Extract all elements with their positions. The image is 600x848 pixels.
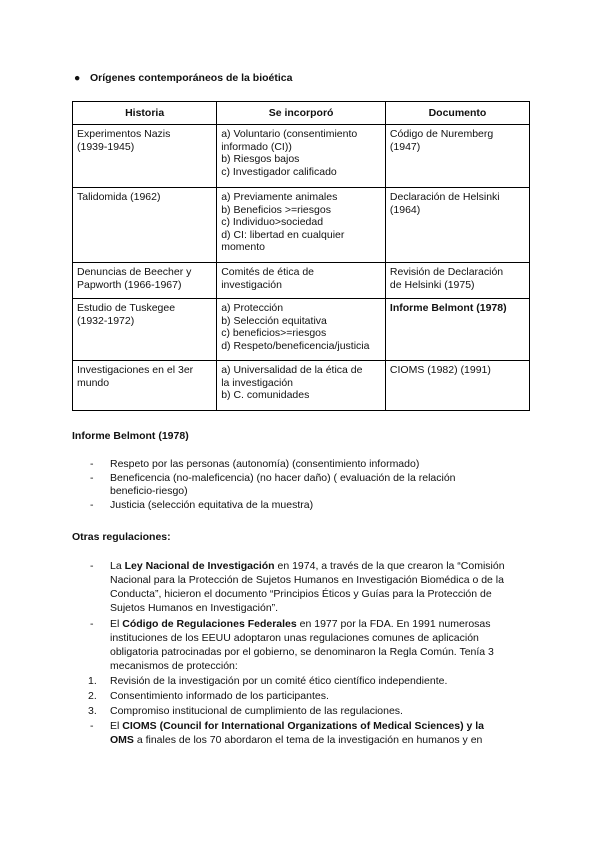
table-row (73, 299, 530, 361)
header-documento: Documento (385, 102, 529, 125)
list-marker: - (90, 618, 94, 630)
table-row (73, 361, 530, 411)
cell-line: d) Respeto/beneficencia/justicia (221, 339, 370, 352)
cell-line: (1939-1945) (77, 140, 135, 153)
text-run-bold: OMS (110, 734, 134, 746)
numbered-item (72, 674, 532, 688)
list-marker: - (90, 560, 94, 572)
text-run: La (110, 560, 125, 572)
cell-line: Experimentos Nazis (77, 128, 171, 140)
cell-line: a) Protección (221, 302, 284, 314)
list-item-text: Conducta”, hicieron el documento “Principios Éticos y Guías para la Protección de (110, 588, 492, 600)
cell-incorporo (217, 125, 386, 188)
cell-incorporo (217, 188, 386, 263)
cell-historia (73, 188, 217, 263)
cell-historia (73, 299, 217, 361)
list-item (72, 617, 532, 673)
section-heading-text: Orígenes contemporáneos de la bioética (90, 72, 293, 84)
cell-line: d) CI: libertad en cualquier (221, 228, 345, 241)
cell-documento (385, 188, 529, 263)
text-run: El (110, 618, 123, 630)
cell-incorporo (217, 263, 386, 299)
cell-line: Declaración de Helsinki (389, 191, 500, 203)
list-item (72, 499, 532, 512)
list-item-text: Beneficencia (no-maleficencia) (no hacer daño) ( evaluación de la relación (110, 472, 456, 484)
numbered-item (72, 704, 532, 718)
list-item (72, 472, 532, 498)
cell-line: b) Riesgos bajos (221, 153, 300, 165)
cell-line: Revisión de Declaración (389, 266, 504, 278)
table-row (73, 125, 530, 188)
table-header-row (73, 102, 530, 125)
cell-documento (385, 125, 529, 188)
list-item-text: beneficio-riesgo) (110, 485, 188, 497)
cell-line: informado (CI)) (221, 140, 292, 153)
cell-line: b) C. comunidades (221, 389, 310, 401)
cell-line: Denuncias de Beecher y (77, 266, 192, 278)
cell-line: c) Investigador calificado (221, 165, 337, 178)
bullet-dot: ● (74, 72, 81, 84)
belmont-title: Informe Belmont (1978) (72, 430, 189, 442)
cell-line: investigación (221, 278, 282, 291)
cell-historia (73, 361, 217, 411)
cell-line: Investigaciones en el 3er (77, 364, 194, 376)
header-se-incorporo: Se incorporó (217, 102, 386, 125)
cell-line: b) Beneficios >=riesgos (221, 203, 331, 216)
cell-line: c) Individuo>sociedad (221, 216, 324, 228)
cell-line: de Helsinki (1975) (389, 278, 475, 291)
list-item-text: Nacional para la Protección de Sujetos Humanos en Investigación Biomédica o de la (110, 574, 504, 586)
numbered-item-text: Revisión de la investigación por un comité ético científico independiente. (110, 675, 448, 687)
text-run: en 1977 por la FDA. En 1991 numerosas (296, 618, 491, 630)
list-item-text: Respeto por las personas (autonomía) (consentimiento informado) (110, 458, 420, 470)
belmont-list (72, 458, 532, 512)
cell-historia (73, 263, 217, 299)
text-run: El (110, 720, 123, 732)
list-marker: - (90, 499, 94, 511)
list-item-text: Justicia (selección equitativa de la muestra) (110, 499, 314, 511)
cell-line: c) beneficios>=riesgos (221, 327, 327, 339)
bioethics-history-table (72, 101, 530, 411)
numbered-item-text: Compromiso institucional de cumplimiento de las regulaciones. (110, 705, 403, 717)
cell-line: Informe Belmont (1978) (389, 302, 507, 314)
cell-line: Código de Nuremberg (389, 128, 494, 140)
cell-line: a) Previamente animales (221, 191, 338, 203)
list-item-text: Sujetos Humanos en Investigación”. (110, 602, 279, 614)
list-item-text: instituciones de los EEUU adoptaron unas regulaciones comunes de aplicación (110, 632, 479, 644)
numbered-item-text: Consentimiento informado de los participantes. (110, 690, 329, 702)
otras-title: Otras regulaciones: (72, 531, 171, 543)
cell-line: CIOMS (1982) (1991) (389, 364, 491, 376)
list-marker: - (90, 458, 94, 470)
text-run: en 1974, a través de la que crearon la “Comisión (274, 560, 505, 572)
cell-line: a) Voluntario (consentimiento (221, 128, 358, 140)
list-marker: - (90, 720, 94, 732)
text-run: a finales de los 70 abordaron el tema de la investigación en humanos y en (133, 734, 483, 746)
list-item (72, 559, 532, 615)
text-run-bold: CIOMS (Council for International Organizations of Medical Sciences) y la (122, 720, 484, 732)
cell-line: (1964) (389, 203, 421, 216)
list-number: 3. (88, 705, 97, 717)
cell-line: Comités de ética de (221, 266, 315, 278)
otras-list (72, 559, 532, 747)
cell-line: a) Universalidad de la ética de (221, 364, 363, 376)
list-number: 1. (88, 675, 97, 687)
header-historia: Historia (73, 102, 217, 125)
cell-line: la investigación (221, 376, 294, 389)
cell-documento (385, 263, 529, 299)
list-item-first-line (110, 719, 532, 733)
table-row (73, 188, 530, 263)
cell-incorporo (217, 299, 386, 361)
cell-line: Papworth (1966-1967) (77, 278, 182, 291)
cell-line: (1947) (389, 140, 421, 153)
list-item-second-line (110, 733, 532, 747)
list-item-first-line (110, 559, 532, 573)
cell-line: momento (221, 241, 265, 253)
cell-documento (385, 361, 529, 411)
section-heading (74, 72, 293, 85)
numbered-item (72, 689, 532, 703)
list-marker: - (90, 472, 94, 484)
list-item (72, 458, 532, 471)
cell-historia (73, 125, 217, 188)
list-item-text: obligatoria patrocinadas por el gobierno, se denominaron la Regla Común. Tenía 3 (110, 646, 494, 658)
cell-incorporo (217, 361, 386, 411)
cell-documento (385, 299, 529, 361)
cell-line: Estudio de Tuskegee (77, 302, 176, 314)
table-row (73, 263, 530, 299)
text-run-bold: Ley Nacional de Investigación (124, 560, 275, 572)
list-item-first-line (110, 617, 532, 631)
list-item (72, 719, 532, 747)
cell-line: b) Selección equitativa (221, 314, 327, 327)
list-item-text: mecanismos de protección: (110, 660, 238, 672)
list-number: 2. (88, 690, 97, 702)
cell-line: (1932-1972) (77, 314, 135, 327)
text-run-bold: Código de Regulaciones Federales (122, 618, 297, 630)
cell-line: mundo (77, 376, 110, 389)
cell-line: Talidomida (1962) (77, 191, 161, 203)
